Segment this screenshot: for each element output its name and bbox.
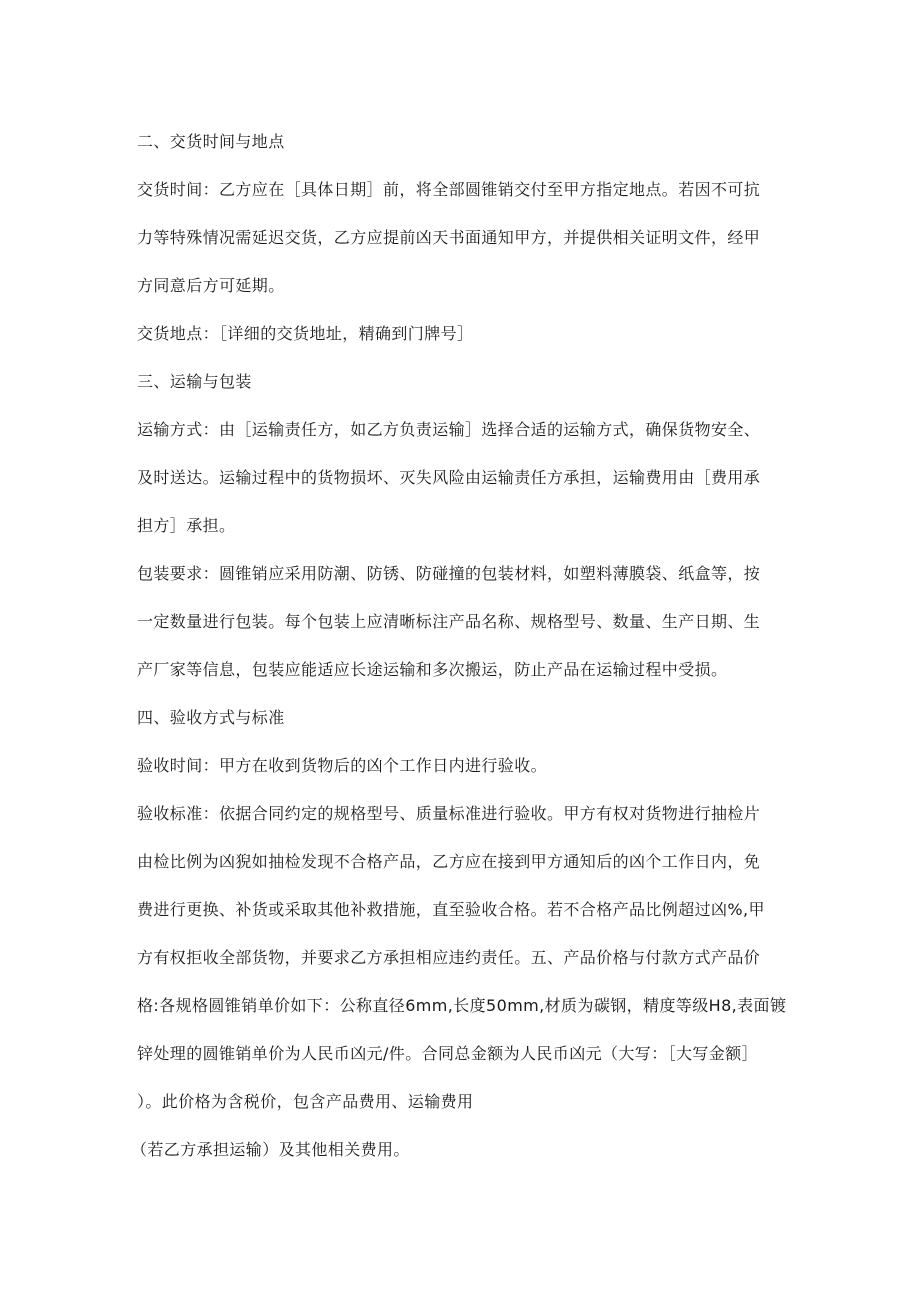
paragraph-line: 运输方式：由［运输责任方，如乙方负责运输］选择合适的运输方式，确保货物安全、 bbox=[137, 420, 761, 439]
paragraph-line: 交货时间：乙方应在［具体日期］前，将全部圆锥销交付至甲方指定地点。若因不可抗 bbox=[137, 180, 761, 199]
paragraph-line: 方同意后方可延期。 bbox=[137, 276, 285, 295]
paragraph-line: 包装要求：圆锥销应采用防潮、防锈、防碰撞的包装材料，如塑料薄膜袋、纸盒等，按 bbox=[137, 564, 761, 583]
section-heading-transport: 三、运输与包装 bbox=[137, 372, 252, 391]
paragraph-line: 验收标准：依据合同约定的规格型号、质量标准进行验收。甲方有权对货物进行抽检片 bbox=[137, 804, 761, 823]
paragraph-line: 交货地点：［详细的交货地址，精确到门牌号］ bbox=[137, 324, 474, 343]
paragraph-line: 担方］承担。 bbox=[137, 516, 236, 535]
paragraph-line: 产厂家等信息，包装应能适应长途运输和多次搬运，防止产品在运输过程中受损。 bbox=[137, 660, 728, 679]
paragraph-line: ）。此价格为含税价，包含产品费用、运输费用 bbox=[137, 1092, 474, 1111]
paragraph-line: 及时送达。运输过程中的货物损坏、灭失风险由运输责任方承担，运输费用由［费用承 bbox=[137, 468, 761, 487]
section-heading-acceptance: 四、验收方式与标准 bbox=[137, 708, 285, 727]
paragraph-line: 方有权拒收全部货物，并要求乙方承担相应违约责任。五、产品价格与付款方式产品价 bbox=[137, 948, 761, 967]
paragraph-line: （若乙方承担运输）及其他相关费用。 bbox=[131, 1140, 410, 1159]
contract-body bbox=[131, 118, 787, 1174]
paragraph-line: 一定数量进行包装。每个包装上应清晰标注产品名称、规格型号、数量、生产日期、生 bbox=[137, 612, 761, 631]
section-heading-delivery: 二、交货时间与地点 bbox=[137, 132, 285, 151]
paragraph-line: 锌处理的圆锥销单价为人民币凶元/件。合同总金额为人民币凶元（大写：［大写金额］ bbox=[137, 1044, 758, 1063]
paragraph-line: 由检比例为凶猊如抽检发现不合格产品，乙方应在接到甲方通知后的凶个工作日内，免 bbox=[137, 852, 761, 871]
paragraph-line: 验收时间：甲方在收到货物后的凶个工作日内进行验收。 bbox=[137, 756, 548, 775]
paragraph-line: 格:各规格圆锥销单价如下：公称直径6mm,长度50mm,材质为碳钢，精度等级H8,表面镀 bbox=[137, 996, 787, 1015]
paragraph-line: 费进行更换、补货或采取其他补救措施，直至验收合格。若不合格产品比例超过凶%,甲 bbox=[137, 900, 765, 919]
paragraph-line: 力等特殊情况需延迟交货，乙方应提前凶天书面通知甲方，并提供相关证明文件，经甲 bbox=[137, 228, 761, 247]
